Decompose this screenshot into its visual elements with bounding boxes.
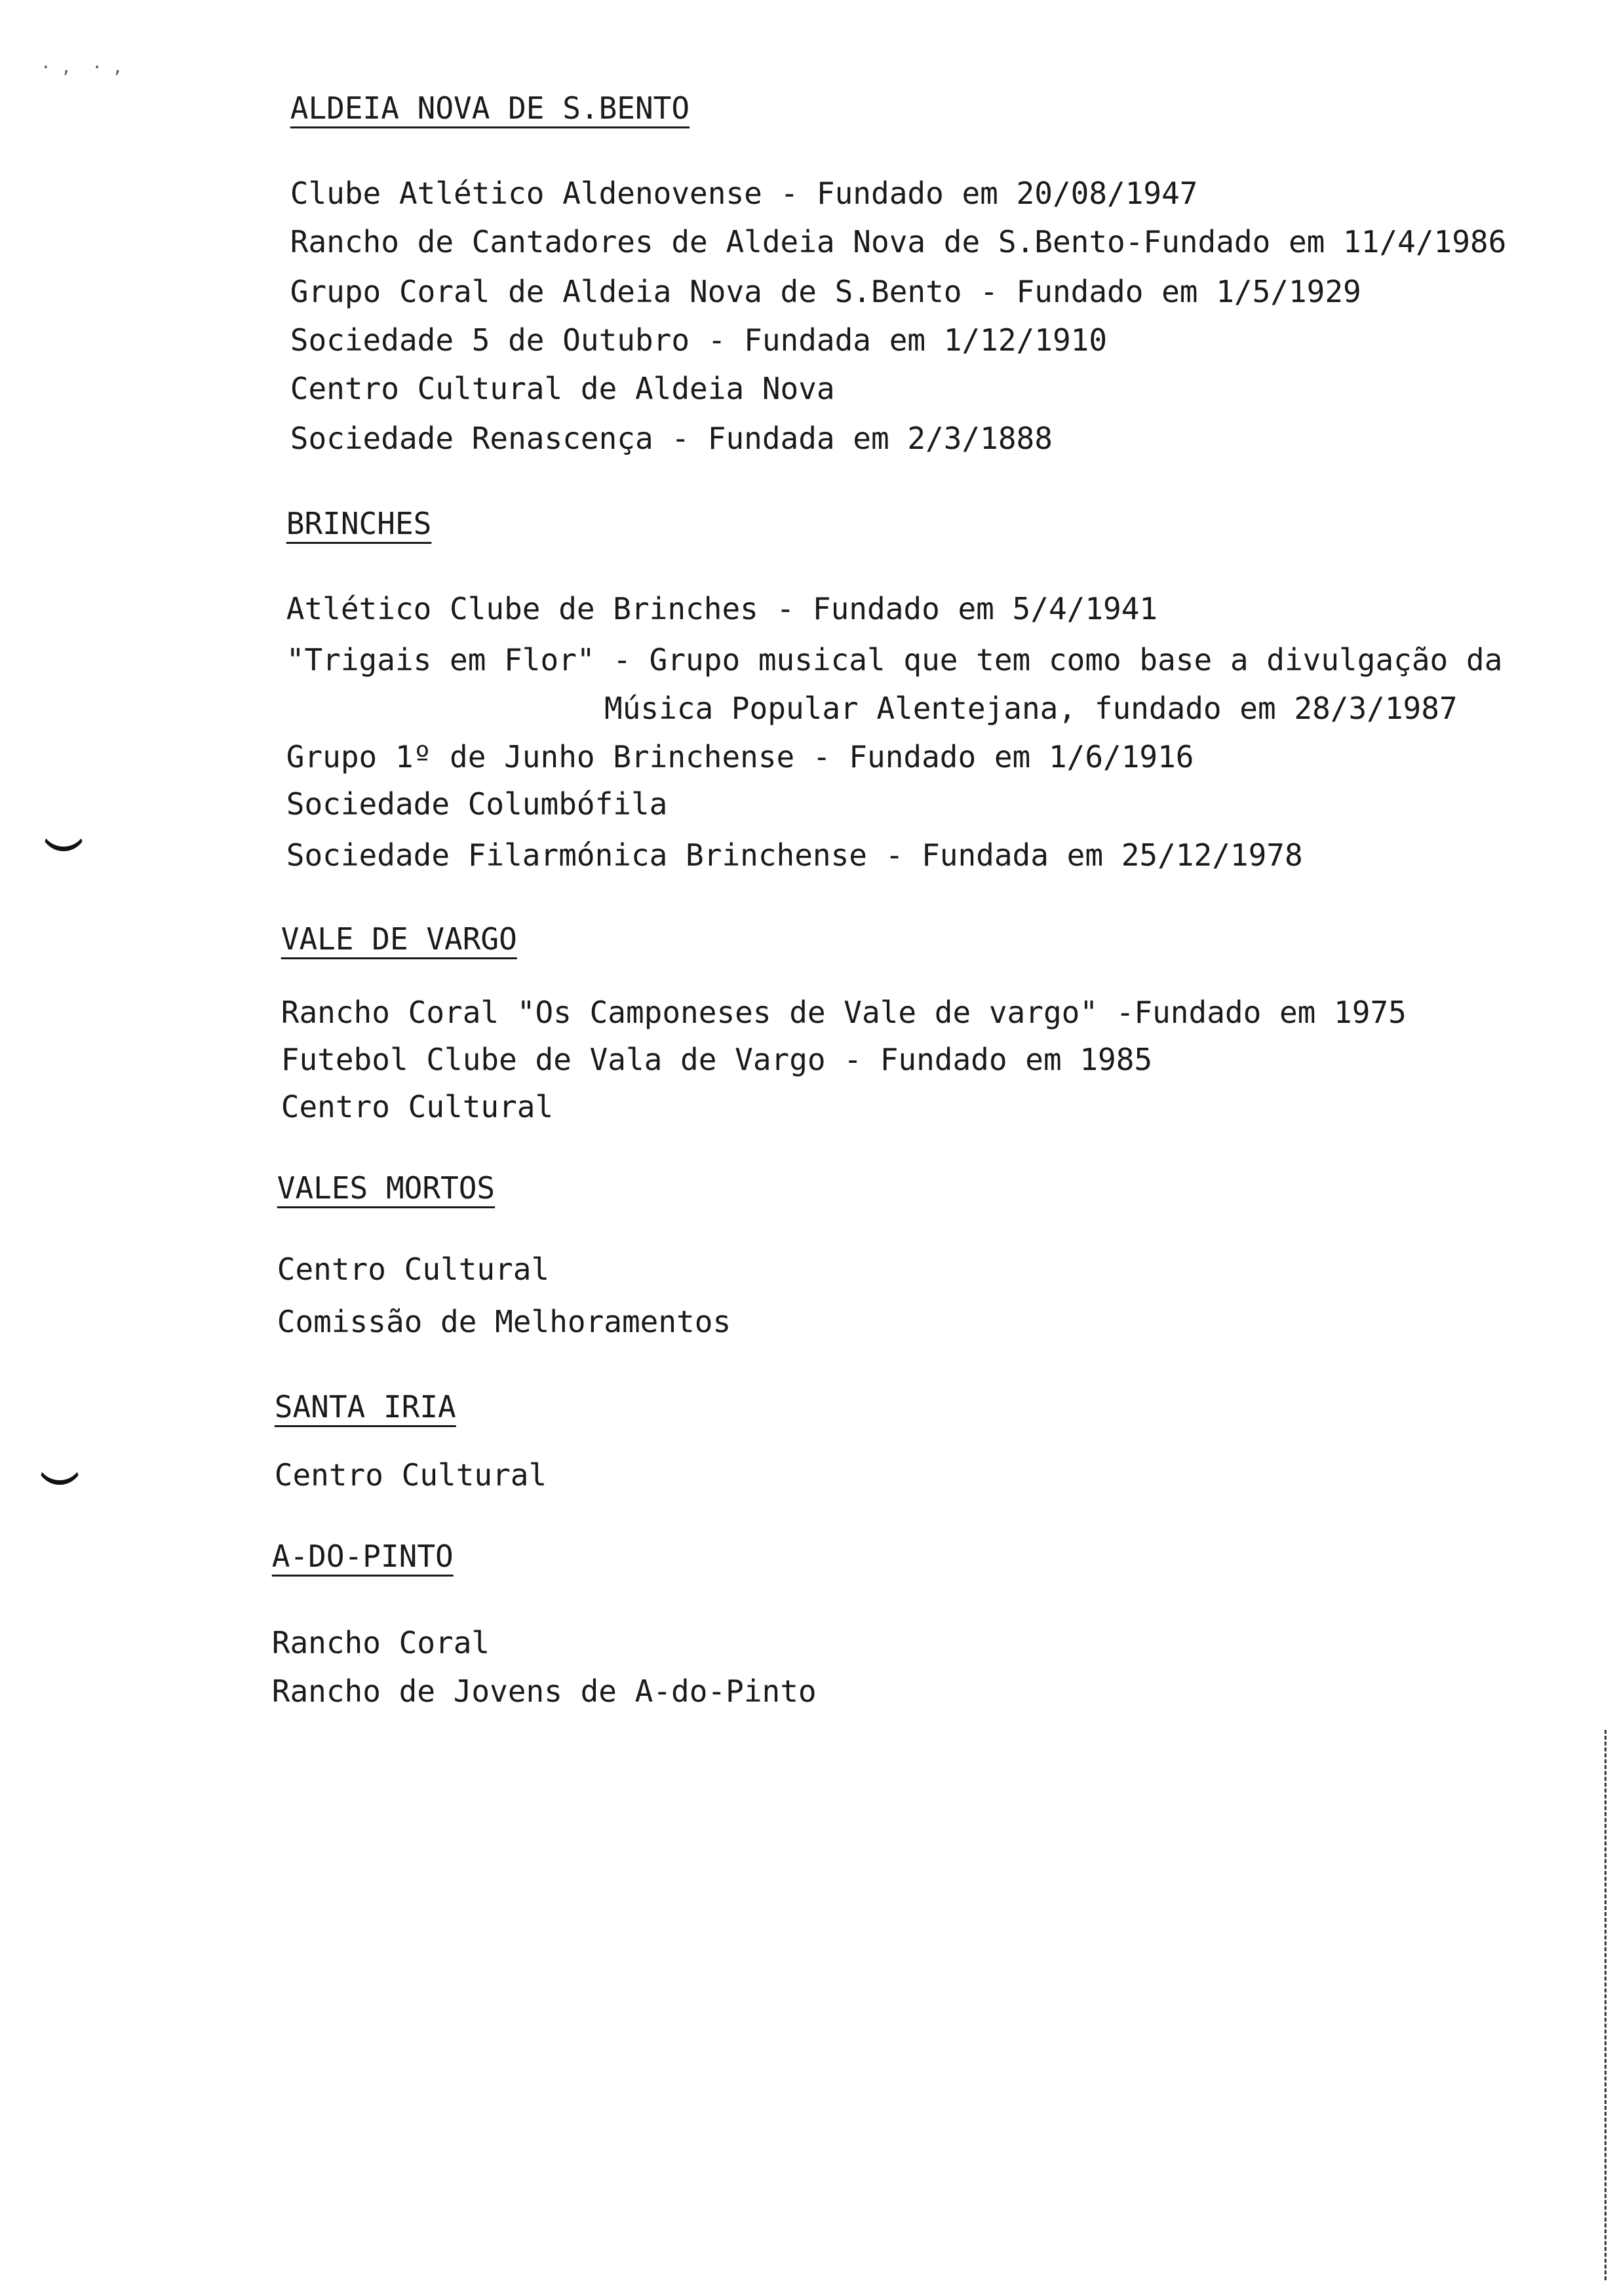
entry: Sociedade Filarmónica Brinchense - Fundada em 25/12/1978 <box>286 837 1303 873</box>
section-heading: SANTA IRIA <box>274 1389 456 1425</box>
entry: Rancho Coral "Os Camponeses de Vale de vargo" -Fundado em 1975 <box>281 995 1407 1030</box>
entry: "Trigais em Flor" - Grupo musical que tem como base a divulgação da <box>286 642 1503 678</box>
entry: Centro Cultural <box>277 1252 550 1287</box>
entry: Comissão de Melhoramentos <box>277 1304 731 1339</box>
entry: Grupo Coral de Aldeia Nova de S.Bento - Fundado em 1/5/1929 <box>290 274 1361 309</box>
section-heading: VALES MORTOS <box>277 1170 496 1206</box>
section-heading: ALDEIA NOVA DE S.BENTO <box>290 90 690 126</box>
section-vales-mortos <box>204 1170 731 1339</box>
entry: Sociedade Columbófila <box>286 786 668 822</box>
entry: Centro Cultural <box>281 1089 554 1124</box>
scan-specks: · , · , <box>41 58 123 77</box>
entry: Clube Atlético Aldenovense - Fundado em 20/08/1947 <box>290 176 1198 211</box>
section-heading: VALE DE VARGO <box>281 921 517 957</box>
entry: Rancho de Cantadores de Aldeia Nova de S.Bento-Fundado em 11/4/1986 <box>290 224 1507 259</box>
section-a-do-pinto <box>199 1539 817 1709</box>
entry: Atlético Clube de Brinches - Fundado em 5/4/1941 <box>286 591 1158 626</box>
entry: Centro Cultural de Aldeia Nova <box>290 371 835 406</box>
entry-continuation: Música Popular Alentejana, fundado em 28/3/1987 <box>604 691 1458 726</box>
section-brinches <box>214 506 1503 873</box>
entry: Futebol Clube de Vala de Vargo - Fundado em 1985 <box>281 1042 1153 1077</box>
entry: Rancho de Jovens de A-do-Pinto <box>271 1674 817 1709</box>
punch-hole-mark <box>37 1458 83 1485</box>
entry: Sociedade 5 de Outubro - Fundada em 1/12/1910 <box>290 322 1108 358</box>
scan-edge-line <box>1605 1730 1606 2280</box>
section-heading: A-DO-PINTO <box>271 1539 454 1574</box>
entry: Centro Cultural <box>274 1457 547 1493</box>
entry: Grupo 1º de Junho Brinchense - Fundado em 1/6/1916 <box>286 739 1194 775</box>
section-heading: BRINCHES <box>286 506 432 541</box>
section-aldeia-nova <box>218 90 1507 456</box>
section-santa-iria <box>202 1389 547 1512</box>
section-vale-de-vargo <box>208 921 1407 1124</box>
punch-hole-mark <box>41 824 87 851</box>
entry: Sociedade Renascença - Fundada em 2/3/1888 <box>290 421 1053 456</box>
entry: Rancho Coral <box>271 1625 490 1660</box>
